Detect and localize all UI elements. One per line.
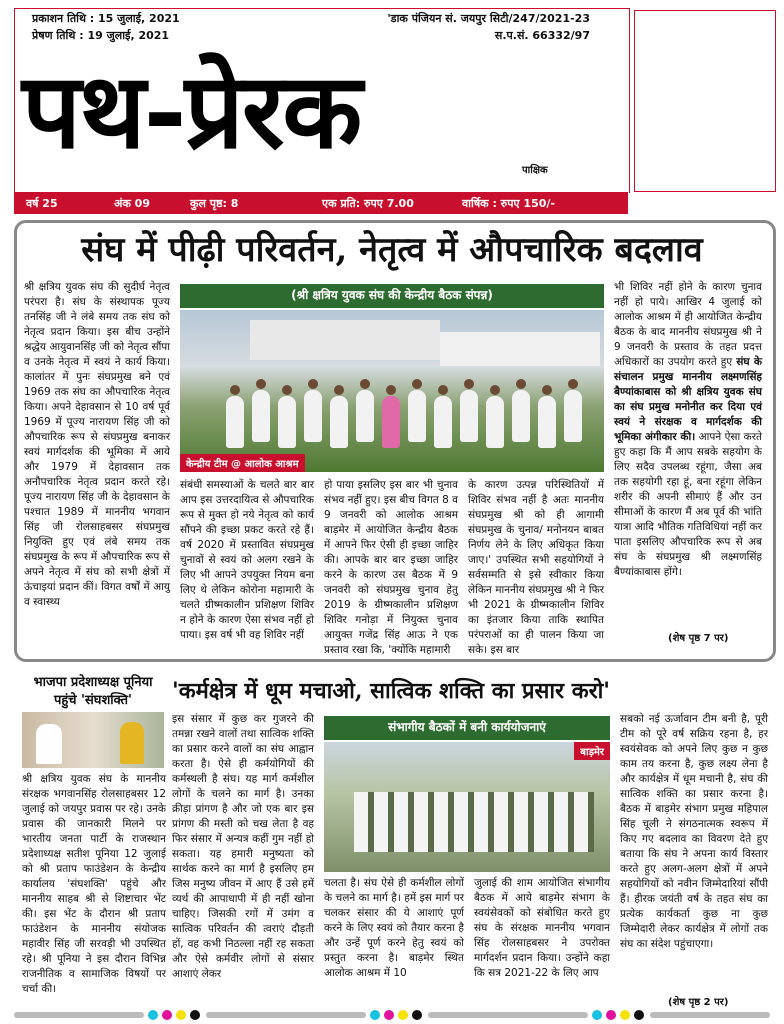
lead-col-5-bold: संघ के संचालन प्रमुख माननीय लक्ष्मणसिंह बैण्यांकाबास को श्री क्षत्रिय युवक संघ का संघ प्रमुख मनोनीत कर दिया एवं स्वयं ने संरक्षक व मार्गदर्शक की भूमिका अंगीकार की। bbox=[614, 356, 762, 443]
lead-col-5-text-b: आपने ऐसा करते हुए कहा कि मैं आप सबके सहयोग के लिए सदैव उपलब्ध रहूंगा, जैसा अब तक सहयोगी रहा हूं, बना रहूंगा लेकिन शरीर की अपनी सीमाएं हैं और उन सीमाओं के कारण मैं अब पूर्व की भांति यात्रा आदि भौतिक गतिविधियां नहीं कर पाता इसलिए औपचारिक रूप से अब संघ के संघप्रमुख श्री लक्ष्मणसिंह बैण्यांकाबास होंगे। bbox=[614, 431, 763, 578]
second-photo-tag: बाड़मेर bbox=[574, 742, 610, 760]
side-headline: भाजपा प्रदेशाध्यक्ष पूनिया पहुंचे 'संघशक्ति' bbox=[33, 675, 153, 708]
building-image-2 bbox=[440, 332, 600, 366]
print-registration-bar bbox=[0, 1004, 784, 1024]
lead-col-5-text-a: भी शिविर नहीं होने के कारण चुनाव नहीं हो पाये। आखिर 4 जुलाई को आलोक आश्रम में ही आयोजित केन्द्रीय बैठक के बाद माननीय संघप्रमुख श्री ने 9 जनवरी के प्रस्ताव के तहत प्रदत्त अधिकारों का उपयोग करते हुए bbox=[614, 281, 762, 368]
second-photo bbox=[324, 742, 610, 872]
frequency-label: पाक्षिक bbox=[522, 165, 548, 176]
lead-photo-title: (श्री क्षत्रिय युवक संघ की केन्द्रीय बैठक संपन्न) bbox=[180, 284, 604, 308]
lead-continued-note: (शेष पृष्ठ 7 पर) bbox=[668, 633, 729, 644]
issue-info-bar bbox=[14, 192, 628, 214]
postal-registration: 'डाक पंजियन सं. जयपुर सिटी/247/2021-23 bbox=[387, 12, 590, 25]
seated-audience bbox=[354, 792, 594, 852]
year-label: वर्ष 25 bbox=[26, 197, 58, 210]
side-body: श्री क्षत्रिय युवक संघ के माननीय संरक्षक भगवानसिंह रोलसाहबसर 12 जुलाई को जयपुर प्रवास पर रहे। उनके प्रवास की जानकारी मिलने पर भारतीय जनता पार्टी के राजस्थान प्रदेशाध्यक्ष सतीश पूनिया 12 जुलाई को श्री प्रताप फाउंडेशन के केन्द्रीय कार्यालय 'संघशक्ति' पहुंचे और माननीय साहब श्री से शिष्टाचार भेंट की। इस भेंट के दौरान श्री प्रताप फाउंडेशन के माननीय संयोजक महावीर सिंह जी सरवड़ी भी उपस्थित रहे। श्री पूनिया ने इस दौरान विभिन्न राजनीतिक व सामाजिक विषयों पर चर्चा की। bbox=[22, 773, 166, 995]
second-col-2: चलता है। संघ ऐसे ही कर्मशील लोगों के चलने का मार्ग है। हमें इस मार्ग पर चलकर संसार की ये आशाएं पूर्ण करने के लिए स्वयं को तैयार करना है और उन्हें पूर्ण करने हेतु स्वयं को प्रस्तुत करना है। बाड़मेर स्थित आलोक आश्रम में 10 bbox=[324, 877, 464, 979]
lead-col-1: श्री क्षत्रिय युवक संघ की सुदीर्घ नेतृत्व परंपरा है। संघ के संस्थापक पूज्य तनसिंह जी ने लंबे समय तक संघ को नेतृत्व प्रदान किया। इस बीच उन्होंने श्रद्धेय आयुवानसिंह जी को नेतृत्व सौंपा व उनके नेतृत्व में स्वयं ने कार्य किया। कालांतर में पुनः संघप्रमुख बने एवं 1969 तक संघ का औपचारिक नेतृत्व किया। अपने देहावसान से 10 वर्ष पूर्व 1969 में पूज्य नारायण सिंह जी को औपचारिक रूप से संघप्रमुख बनाकर स्वयं मार्गदर्शक की भूमिका में आये और 1979 में देहावसान तक अनौपचारिक नेतृत्व प्रदान करते रहे। पूज्य नारायण सिंह जी के देहावसान के पश्चात 1989 में माननीय भगवान सिंह जी रोलसाहबसर संघप्रमुख नियुक्ति हुए एवं लंबे समय तक संघप्रमुख के रूप में औपचारिक रूप से अपने नेतृत्व में संघ को सभी क्षेत्रों में ऊंचाइयां प्रदान कीं। विगत वर्षों में आयु व स्वास्थ्य bbox=[24, 281, 170, 608]
newspaper-title-logo: पथ-प्रेरक bbox=[22, 49, 361, 172]
lead-photo-caption: केन्द्रीय टीम @ आलोक आश्रम bbox=[180, 454, 305, 472]
second-continued-note: (शेष पृष्ठ 2 पर) bbox=[668, 997, 729, 1008]
lead-headline: संघ में पीढ़ी परिवर्तन, नेतृत्व में औपचारिक बदलाव bbox=[81, 230, 703, 270]
second-photo-title: संभागीय बैठकों में बनी कार्ययोजनाएं bbox=[324, 716, 610, 740]
side-photo bbox=[22, 712, 164, 768]
building-image bbox=[250, 320, 440, 360]
issue-label: अंक 09 bbox=[114, 197, 150, 210]
second-headline: 'कर्मक्षेत्र में धूम मचाओ, सात्विक शक्ति का प्रसार करो' bbox=[172, 678, 611, 704]
dispatch-date: प्रेषण तिथि : 19 जुलाई, 2021 bbox=[32, 29, 170, 42]
second-col-4: सबको नई ऊर्जावान टीम बनी है, पूरी टीम को पूरे वर्ष सक्रिय रहना है, हर स्वयंसेवक को अपने लिए कुछ न कुछ काम तय करना है, कुछ लक्ष्य लेना है और कार्यक्षेत्र में धूम मचानी है, संघ की सात्विक शक्ति का प्रसार करना है। बैठक में बाड़मेर संभाग प्रमुख महिपाल सिंह चूली ने संगठनात्मक स्वरूप में किए गए बदलाव का विवरण देते हुए बताया कि संघ ने अपना कार्य विस्तार करते हुए अलग-अलग क्षेत्रों में अपने सहयोगियों को नवीन जिम्मेदारियां सौंपी हैं। हीरक जयंती वर्ष के तहत संघ का प्रत्येक कार्यकर्ता कुछ ना कुछ जिम्मेदारी लेकर कार्यक्षेत्र में लोगों तक संघ का संदेश पहुंचाएगा। bbox=[620, 713, 768, 950]
second-col-3: जुलाई की शाम आयोजित संभागीय बैठक में आये बाड़मेर संभाग के स्वयंसेवकों को संबोधित करते हुए संघ के संरक्षक माननीय भगवान सिंह रोलसाहबसर ने उपरोक्त मार्गदर्शन प्रदान किया। उन्होंने कहा कि सत्र 2021-22 के लिए आप bbox=[474, 877, 610, 979]
publish-date: प्रकाशन तिथि : 15 जुलाई, 2021 bbox=[32, 12, 180, 25]
lead-col-3: हो पाया इसलिए इस बार भी चुनाव संभव नहीं हुए। इस बीच विगत 8 व 9 जनवरी को आलोक आश्रम बाड़मेर में आयोजित केन्द्रीय बैठक में आपने फिर ऐसी ही इच्छा जाहिर की। आपके बार बार इच्छा जाहिर करने के कारण उस बैठक में 9 जनवरी को संघप्रमुख चुनाव हेतु 2019 के ग्रीष्मकालीन प्रशिक्षण शिविर गनोड़ा में नियुक्त चुनाव आयुक्त गजेंद्र सिंह आऊ ने एक प्रस्ताव रखा कि, 'क्योंकि महामारी bbox=[324, 479, 458, 656]
lead-col-4: के कारण उत्पन्न परिस्थितियों में शिविर संभव नहीं है अतः माननीय संघप्रमुख श्री को ही आगामी संघप्रमुख के चुनाव/ मनोनयन बाबत निर्णय लेने के लिए अधिकृत किया जाए।' उपस्थित सभी सहयोगियों ने सर्वसम्मति से इसे स्वीकार किया लेकिन माननीय संघप्रमुख श्री ने फिर भी 2021 के ग्रीष्मकालीन शिविर का इंतजार किया ताकि स्थापित परंपराओं का ही पालन किया जा सके। इस बार bbox=[468, 479, 604, 656]
sps-number: स.प.सं. 66332/97 bbox=[494, 29, 590, 42]
annual-price-label: वार्षिक : रुपए 150/- bbox=[462, 197, 555, 210]
second-col-1: इस संसार में कुछ कर गुजरने की तमन्ना रखने वालों तथा सात्विक शक्ति का प्रसार करने वालों का संघ आह्वान करता है। ऐसे ही कर्मयोगियों की कर्मस्थली है संघ। यह मार्ग कर्मशील लोगों के चलने का मार्ग है। उनका क्रीड़ा प्रांगण है और जो एक बार इस प्रांगण की मस्ती को चख लेता है वह फिर संसार में अन्यत्र कहीं गुम नहीं हो सकता। यह हमारी मनुष्यता को सार्थक करने का मार्ग है इसलिए हम जिस मनुष्य जीवन में आए हैं उसे हमें व्यर्थ की आपाधापी में ही नहीं खोना चाहिए। जिसकी रगों में उमंग व सात्विक परिवर्तन की त्वराएं दौड़ती हों, वह कभी निठल्ला नहीं रह सकता और ऐसे कर्मवीर लोगों से संसार आशाएं लेकर bbox=[172, 713, 314, 980]
lead-col-5 bbox=[614, 280, 762, 628]
pages-label: कुल पृष्ठ: 8 bbox=[190, 197, 239, 210]
ad-box bbox=[634, 10, 776, 192]
single-price-label: एक प्रति: रुपए 7.00 bbox=[322, 197, 414, 210]
lead-photo bbox=[180, 310, 604, 472]
lead-col-2: संबंधी समस्याओं के चलते बार बार आप इस उत्तरदायित्व से औपचारिक रूप से मुक्त हो नये नेतृत्व को कार्य सौंपने की इच्छा प्रकट करते रहे हैं। वर्ष 2020 में प्रस्तावित संघप्रमुख चुनावों से स्वयं को अलग रखने के लिए भी आपने उपयुक्त नियम बना लिए थे लेकिन कोरोना महामारी के चलते ग्रीष्मकालीन प्रशिक्षण शिविर न होने के कारण ऐसा संभव नहीं हो पाया। इस वर्ष भी वह शिविर नहीं bbox=[180, 479, 314, 641]
